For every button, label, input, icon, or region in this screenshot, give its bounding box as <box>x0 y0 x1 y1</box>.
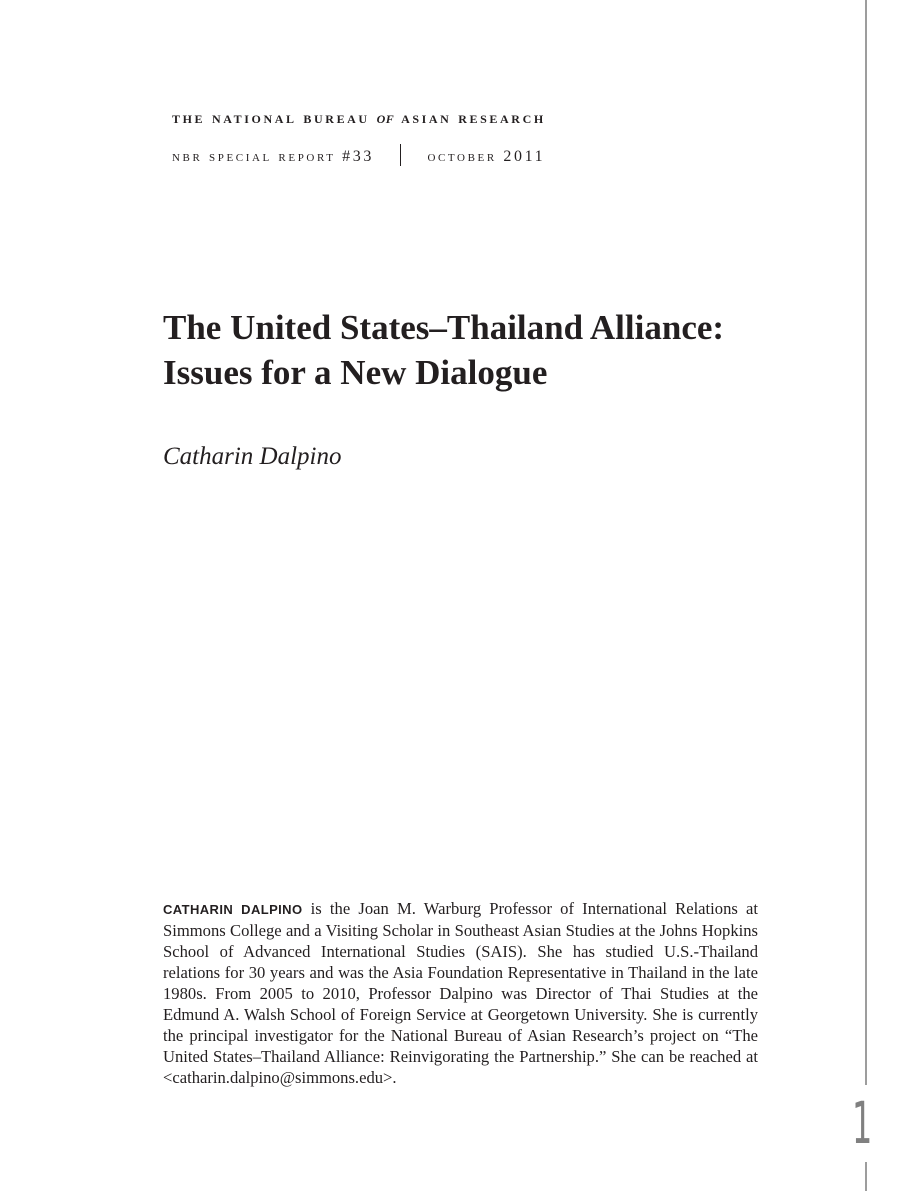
margin-rule-top <box>865 0 867 1085</box>
org-name-part1: the national bureau <box>172 108 370 127</box>
org-name-part2: asian research <box>401 108 546 127</box>
title-line-1: The United States–Thailand Alliance: <box>163 308 725 347</box>
header-separator <box>400 144 402 166</box>
document-title <box>163 305 803 395</box>
bio-text: is the Joan M. Warburg Professor of International Relations at Simmons College and a Visiting Scholar in Southeast Asian Studies at the Johns Hopkins School of Advanced International Studies (SAIS). She has studied U.S.-Thailand relations for 30 years and was the Asia Foundation Representative in Thailand in the late 1980s. From 2005 to 2010, Professor Dalpino was Director of Thai Studies at the Edmund A. Walsh School of Foreign Service at Georgetown University. She is currently the principal investigator for the National Bureau of Asian Research’s project on “The United States–Thailand Alliance: Reinvigorating the Partnership.” She can be reached at <catharin.dalpino@simmons.edu>. <box>163 899 758 1087</box>
title-line-2: Issues for a New Dialogue <box>163 353 548 392</box>
report-info <box>172 146 545 168</box>
org-name-of: of <box>376 108 395 127</box>
author-name: Catharin Dalpino <box>163 443 342 470</box>
page-number: 1 <box>852 1089 873 1157</box>
bio-author-name: CATHARIN DALPINO <box>163 902 303 917</box>
margin-rule-bottom <box>865 1162 867 1191</box>
report-date: october 2011 <box>427 148 546 165</box>
report-label: nbr special report #33 <box>172 148 374 165</box>
organization-header <box>172 108 546 128</box>
author-bio <box>163 898 758 1088</box>
